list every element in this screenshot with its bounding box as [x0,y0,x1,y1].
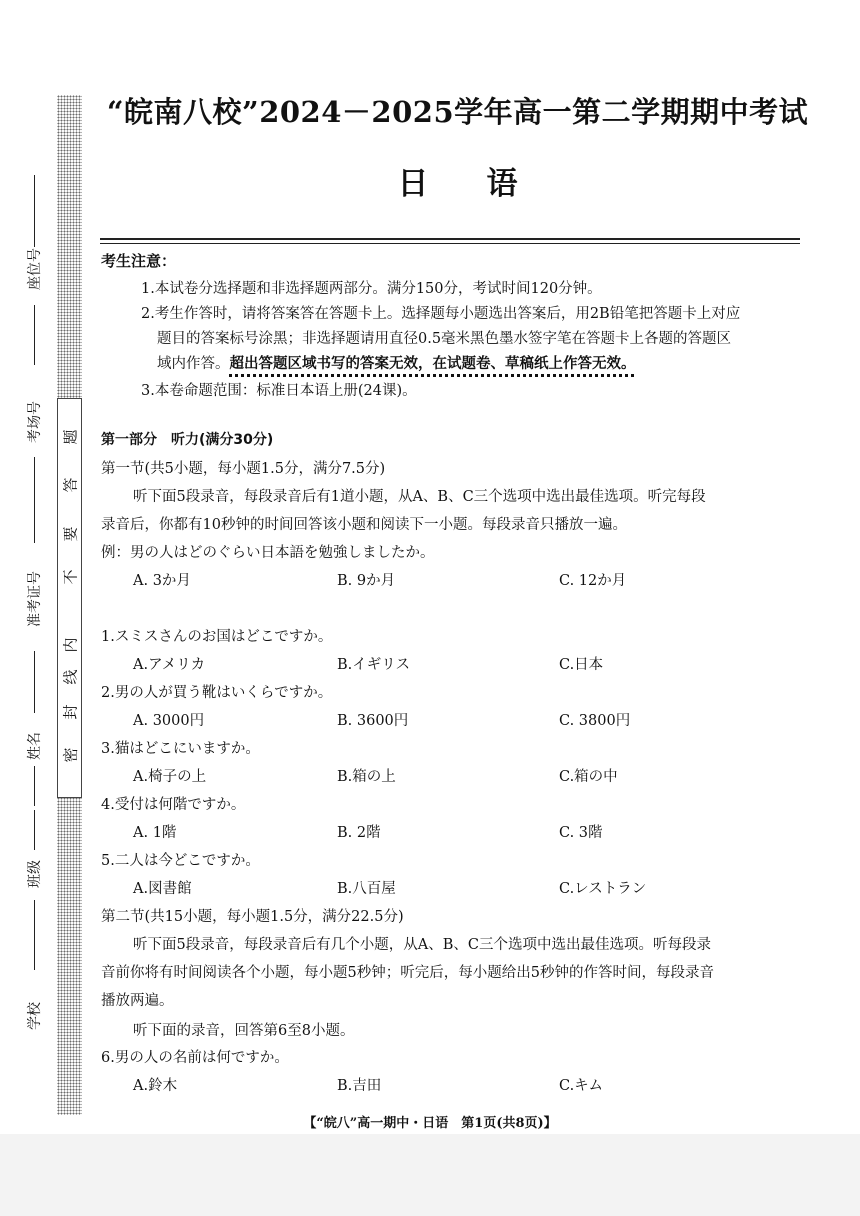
q2-option-a[interactable]: A. 3000円 [133,713,205,729]
example-question: 例：男の人はどのぐらい日本語を勉強しましたか。 [101,545,435,561]
seal-char: 密 [61,747,80,763]
q6-option-b[interactable]: B.吉田 [337,1078,382,1094]
section2-title: 第二节(共15小题，每小题1.5分，满分22.5分) [101,909,404,925]
question-4: 4.受付は何階ですか。 [101,797,246,813]
q4-option-a[interactable]: A. 1階 [133,825,177,841]
page-bottom-area [0,1134,860,1216]
q1-option-a[interactable]: A.アメリカ [133,657,206,673]
seal-char: 答 [61,477,80,493]
example-option-c: C. 12か月 [559,573,627,589]
q3-option-b[interactable]: B.箱の上 [337,769,396,785]
class-field[interactable] [22,810,48,980]
header-rule-thin [100,243,800,244]
notice-item-2-line-2: 题目的答案标号涂黑；非选择题请用直径0.5毫米黑色墨水签字笔在答题卡上各题的答题区 [157,331,732,347]
q1-option-c[interactable]: C.日本 [559,657,604,673]
class-label: 班级 [27,860,43,888]
section2-instruction-1: 听下面5段录音，每段录音后有几个小题，从A、B、C三个选项中选出最佳选项。听每段录 [133,937,711,953]
seat-number-field[interactable] [22,175,48,375]
q4-option-c[interactable]: C. 3階 [559,825,603,841]
question-2: 2.男の人が買う靴はいくらですか。 [101,685,333,701]
exam-title: “皖南八校”2024－2025学年高一第二学期期中考试 [106,95,809,129]
question-3: 3.猫はどこにいますか。 [101,741,260,757]
name-field[interactable] [22,720,48,810]
part1-heading: 第一部分 听力(满分30分) [101,432,274,448]
question-1: 1.スミスさんのお国はどこですか。 [101,629,333,645]
q3-option-c[interactable]: C.箱の中 [559,769,618,785]
q6-option-a[interactable]: A.鈴木 [133,1078,178,1094]
school-field[interactable] [22,975,48,1055]
seal-char: 题 [61,429,80,445]
notice-item-2-plain: 域内作答。 [157,356,230,372]
admission-number-label: 准考证号 [27,571,43,627]
page-footer: 【“皖八”高一期中・日语 第1页(共8页)】 [303,1116,557,1131]
q4-option-b[interactable]: B. 2階 [337,825,381,841]
section2-instruction-2: 音前你将有时间阅读各个小题，每小题5秒钟；听完后，每小题给出5秒钟的作答时间，每段录音 [101,965,714,981]
q5-option-a[interactable]: A.図書館 [133,881,192,897]
example-option-b: B. 9か月 [337,573,396,589]
exam-room-label: 考场号 [27,401,43,443]
seat-number-label: 座位号 [27,248,43,290]
section2-instruction-4: 听下面的录音，回答第6至8小题。 [133,1023,355,1039]
notice-heading: 考生注意： [101,252,177,270]
seal-line-box [57,398,82,798]
seal-char: 封 [61,704,80,720]
q1-option-b[interactable]: B.イギリス [337,657,410,673]
exam-room-field[interactable] [22,385,48,545]
notice-item-2-emphasis: 超出答题区域书写的答案无效，在试题卷、草稿纸上作答无效。 [229,356,636,372]
question-6: 6.男の人の名前は何ですか。 [101,1050,289,1066]
notice-item-2-line-3 [157,352,636,373]
section1-title: 第一节(共5小题，每小题1.5分，满分7.5分) [101,461,386,477]
school-label: 学校 [27,1002,43,1030]
q2-option-b[interactable]: B. 3600円 [337,713,409,729]
admission-number-field[interactable] [22,555,48,715]
subject-title: 日语 [397,166,576,202]
seal-char: 不 [61,569,80,585]
notice-item-3: 3.本卷命题范围：标准日本语上册(24课)。 [141,383,417,399]
header-rule [100,238,800,240]
seal-char: 要 [61,526,80,542]
name-label: 姓名 [27,732,43,760]
seal-char: 线 [61,669,80,685]
q6-option-c[interactable]: C.キム [559,1078,604,1094]
seal-char: 内 [61,637,80,653]
q5-option-c[interactable]: C.レストラン [559,881,647,897]
q3-option-a[interactable]: A.椅子の上 [133,769,207,785]
q2-option-c[interactable]: C. 3800円 [559,713,631,729]
example-option-a: A. 3か月 [133,573,191,589]
section2-instruction-3: 播放两遍。 [101,993,174,1009]
section1-instruction-1: 听下面5段录音，每段录音后有1道小题，从A、B、C三个选项中选出最佳选项。听完每段 [133,489,706,505]
section1-instruction-2: 录音后，你都有10秒钟的时间回答该小题和阅读下一小题。每段录音只播放一遍。 [101,517,627,533]
q5-option-b[interactable]: B.八百屋 [337,881,396,897]
notice-item-2-line-1: 2.考生作答时，请将答案答在答题卡上。选择题每小题选出答案后，用2B铅笔把答题卡上对应 [141,306,741,322]
notice-item-1: 1.本试卷分选择题和非选择题两部分。满分150分，考试时间120分钟。 [141,281,602,297]
question-5: 5.二人は今どこですか。 [101,853,260,869]
